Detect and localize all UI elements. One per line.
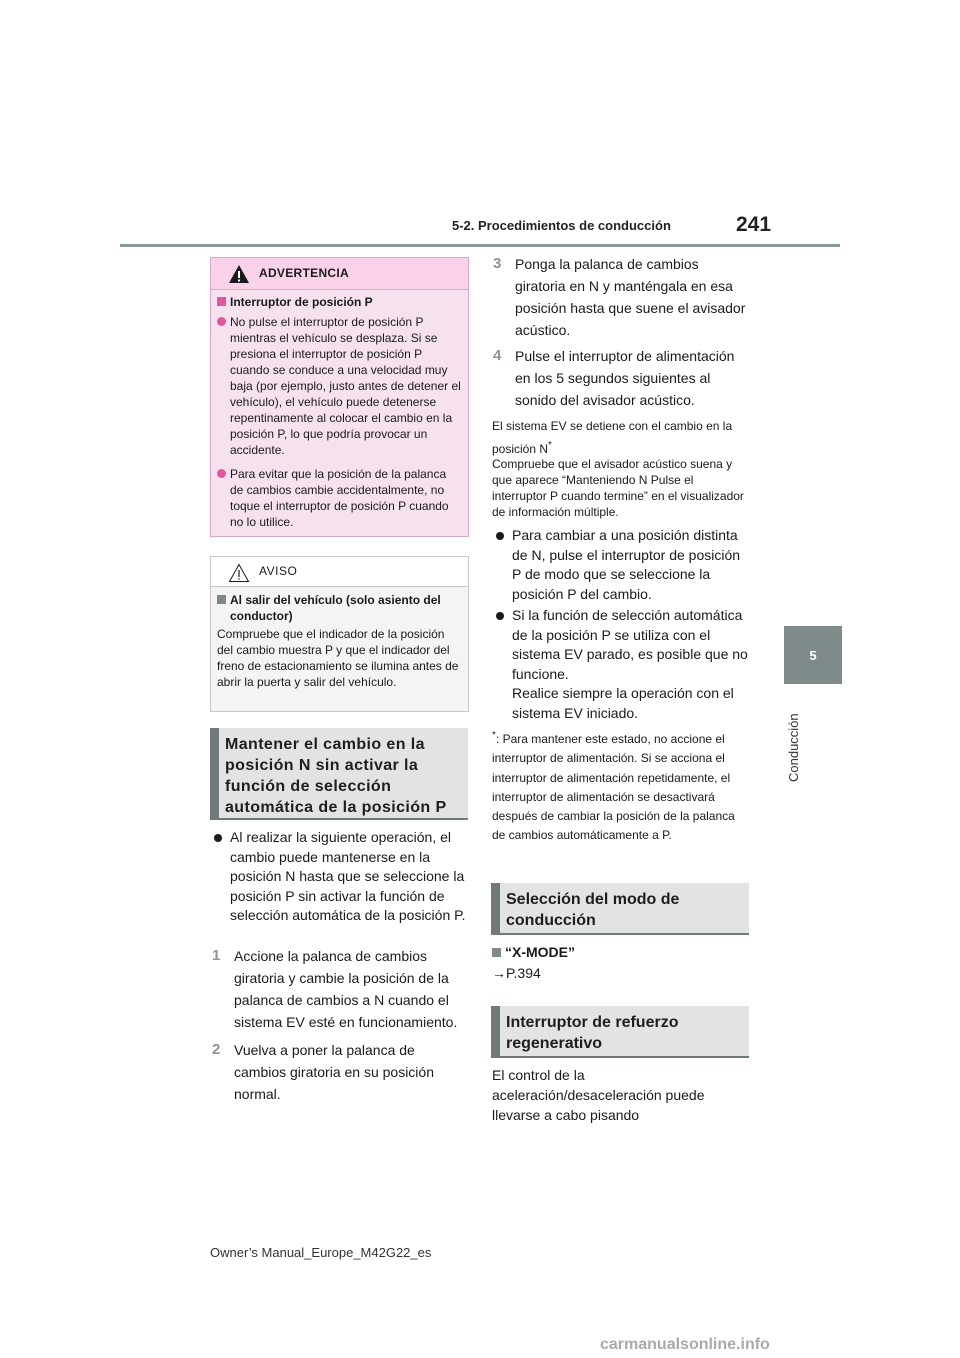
warning-triangle-icon <box>228 264 250 284</box>
regen-text: El control de la aceleración/desaceleración puede llevarse a cabo pisando <box>492 1067 705 1123</box>
x-mode-subhead <box>492 943 575 963</box>
bullet-auto-p-advice: Realice siempre la operación con el sistema EV iniciado. <box>512 685 734 721</box>
footnote-mark: * <box>492 730 496 741</box>
step-3 <box>493 253 749 341</box>
bullet-auto-p <box>494 606 750 723</box>
step-4 <box>493 345 749 411</box>
step-2-number: 2 <box>212 1041 221 1058</box>
circle-bullet-icon <box>217 469 226 478</box>
footnote <box>492 726 748 846</box>
square-bullet-icon <box>492 948 501 957</box>
section-heading-regen-boost: Interruptor de refuerzo regenerativo <box>491 1006 749 1058</box>
warning-subhead-text: Interruptor de posición P <box>230 295 373 309</box>
x-mode-page-link[interactable]: →P.394 <box>492 965 541 981</box>
footnote-text: : Para mantener este estado, no accione el interruptor de alimentación. Si se acciona el interruptor de alimentación repetidamente, el interruptor de alimentación se desactivará después de cambiar la posición de la palanca de cambios automáticamente a P. <box>492 732 735 843</box>
intro-bullet: Al realizar la siguiente operación, el cambio puede mantenerse en la posición N hasta que se seleccione la posición P sin activar la función de selección automática de la posición P. <box>212 828 468 926</box>
footer-manual-id: Owner’s Manual_Europe_M42G22_es <box>210 1245 432 1260</box>
section-title: 5-2. Procedimientos de conducción <box>452 218 671 233</box>
notice-text: Compruebe que el indicador de la posición del cambio muestra P y que el indicador del freno de estacionamiento se ilumina antes de abrir la puerta y salir del vehículo. <box>217 627 459 689</box>
result-check-text: Compruebe que el avisador acústico suena y que aparece “Manteniendo N Pulse el interruptor P cuando termine” en el visualizador de información múltiple. <box>492 457 744 519</box>
step-1 <box>212 945 468 1033</box>
x-mode-subhead-text: “X-MODE” <box>505 944 575 960</box>
warning-item-2 <box>217 466 462 530</box>
watermark: carmanualsonline.info <box>600 1336 770 1353</box>
section-heading-drive-mode: Selección del modo de conducción <box>491 883 749 935</box>
chapter-tab[interactable]: 5 <box>784 626 842 684</box>
warning-item-2-text: Para evitar que la posición de la palanca de cambios cambie accidentalmente, no toque el interruptor de posición P cuando no lo utilice. <box>230 467 449 529</box>
warning-item-1-text: No pulse el interruptor de posición P mientras el vehículo se desplaza. Si se presiona el interruptor de posición P cuando se conduce a una velocidad muy baja (por ejemplo, justo antes de detener el vehículo), el vehículo puede detenerse repentinamente al colocar el cambio en la posición P, lo que podría provocar un accidente. <box>230 315 461 457</box>
square-bullet-icon <box>217 297 226 306</box>
step-4-text: Pulse el interruptor de alimentación en los 5 segundos siguientes al sonido del avisador acústico. <box>515 348 735 408</box>
warning-header <box>211 258 468 290</box>
chapter-label-text: Conducción <box>786 713 801 782</box>
section-heading-keep-n: Mantener el cambio en la posición N sin activar la función de selección automática de la posición P <box>210 728 468 820</box>
step-2-text: Vuelva a poner la palanca de cambios giratoria en su posición normal. <box>234 1042 434 1102</box>
notice-subhead <box>217 592 462 624</box>
circle-bullet-icon <box>217 317 226 326</box>
warning-item-1 <box>217 314 462 458</box>
square-bullet-icon <box>217 595 226 604</box>
bullet-auto-p-text: Si la función de selección automática de la posición P se utiliza con el sistema EV parado, es posible que no funcione. <box>512 607 748 682</box>
result-text <box>492 417 748 459</box>
step-2 <box>212 1039 468 1105</box>
step-3-text: Ponga la palanca de cambios giratoria en N y manténgala en esa posición hasta que suene el avisador acústico. <box>515 256 746 338</box>
header-rule <box>120 244 840 247</box>
result-text-1: El sistema EV se detiene con el cambio en la posición N <box>492 419 733 456</box>
warning-title: ADVERTENCIA <box>259 266 349 280</box>
bullet-change-position: Para cambiar a una posición distinta de N, pulse el interruptor de posición P de modo que se seleccione la posición P del cambio. <box>494 526 750 604</box>
notice-box <box>210 556 469 712</box>
page-number: 241 <box>736 213 772 236</box>
notice-subhead-text: Al salir del vehículo (solo asiento del conductor) <box>230 593 441 623</box>
warning-subhead <box>217 294 462 310</box>
caution-triangle-icon <box>228 563 250 583</box>
step-4-number: 4 <box>493 347 502 364</box>
notice-header <box>211 557 468 587</box>
step-3-number: 3 <box>493 255 502 272</box>
step-1-text: Accione la palanca de cambios giratoria y cambie la posición de la palanca de cambios a N cuando el sistema EV esté en funcionamiento. <box>234 948 458 1030</box>
notice-title: AVISO <box>259 564 298 578</box>
chapter-label <box>784 694 806 784</box>
step-1-number: 1 <box>212 947 221 964</box>
warning-box <box>210 257 469 537</box>
footnote-star: * <box>548 440 552 451</box>
